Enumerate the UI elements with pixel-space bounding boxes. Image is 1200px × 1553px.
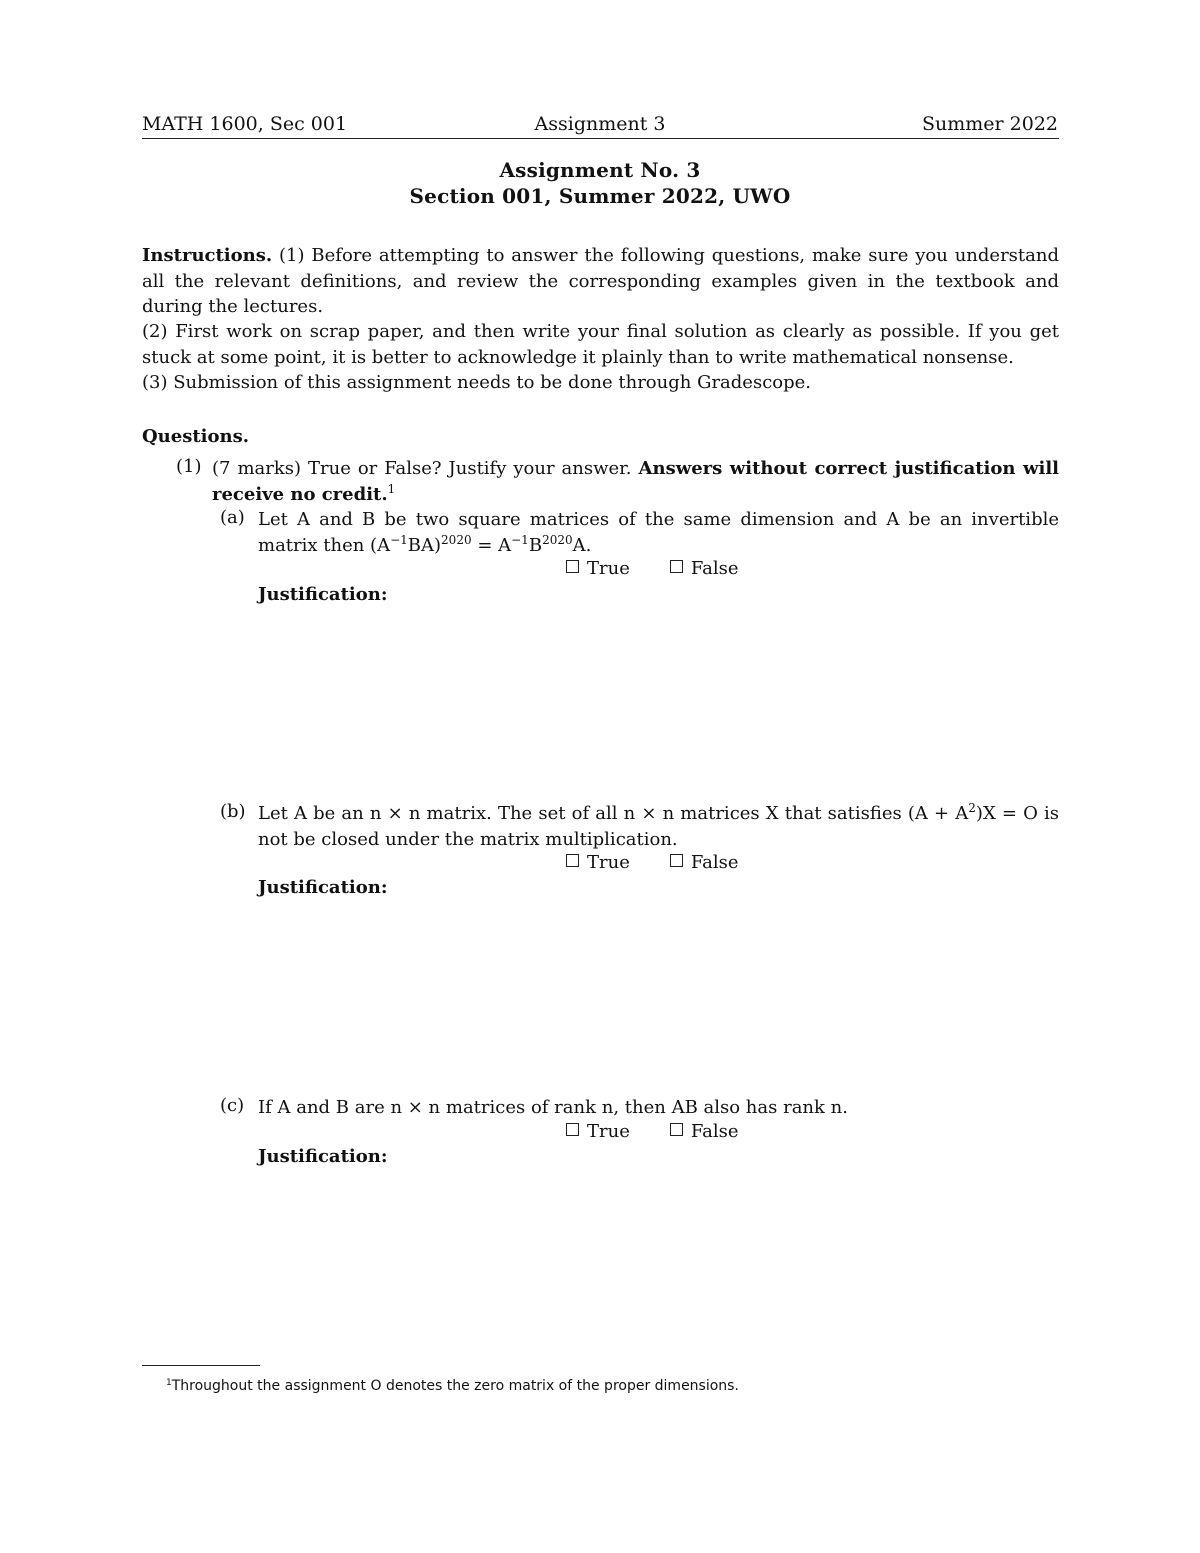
instructions-text-1: (1) Before attempting to answer the following questions, make sure you understand all the relevant definitions, and review the corresponding examples given in the textbook and during the lectures. (142, 245, 1059, 317)
header-rule (142, 138, 1059, 139)
part-a-sup-1: −1 (390, 532, 408, 547)
part-a-text-2: BA) (407, 534, 442, 556)
question-1-intro (212, 456, 1059, 507)
part-c-label: (c) (220, 1095, 245, 1116)
header-course: MATH 1600, Sec 001 (142, 113, 348, 135)
header-term: Summer 2022 (921, 113, 1058, 135)
part-a-text-4: B (528, 534, 543, 556)
questions-heading: Questions. (142, 426, 249, 447)
part-c-true-checkbox[interactable] (566, 1123, 579, 1136)
part-c-true-label: True (587, 1121, 630, 1142)
question-1-prompt: (7 marks) True or False? Justify your answer. (212, 458, 632, 479)
page-title: Assignment No. 3 (499, 158, 701, 182)
part-b-text (258, 801, 1059, 852)
part-a-false-checkbox[interactable] (670, 560, 683, 573)
part-a-sup-3: −1 (511, 532, 529, 547)
part-a-true-label: True (587, 558, 630, 579)
part-b-justification-label: Justification: (258, 877, 388, 898)
footnote (166, 1378, 739, 1394)
part-b-false-checkbox[interactable] (670, 854, 683, 867)
part-b-label: (b) (220, 801, 246, 822)
part-a-label: (a) (220, 507, 245, 528)
part-c-justification-label: Justification: (258, 1146, 388, 1167)
footnote-mark: 1 (166, 1378, 172, 1388)
question-1-note: Answers without correct justification will receive no credit. (212, 458, 1060, 505)
part-c-text: If A and B are n × n matrices of rank n, then AB also has rank n. (258, 1097, 848, 1118)
part-c-false-label: False (690, 1121, 739, 1142)
part-a-sup-2: 2020 (441, 532, 472, 547)
part-b-sup-1: 2 (968, 801, 976, 815)
part-a-text-3: = A (471, 534, 512, 556)
part-a-true-checkbox[interactable] (566, 560, 579, 573)
footnote-text: Throughout the assignment O denotes the zero matrix of the proper dimensions. (171, 1378, 739, 1394)
part-b-true-label: True (587, 852, 630, 873)
part-b-text-1: Let A be an n × n matrix. The set of all n × n matrices X that satisfies (A + A (258, 803, 969, 824)
part-b-false-label: False (690, 852, 739, 873)
part-a-false-label: False (690, 558, 739, 579)
part-a-sup-4: 2020 (542, 532, 573, 547)
instructions-label: Instructions. (142, 245, 273, 266)
page-subtitle: Section 001, Summer 2022, UWO (409, 184, 791, 208)
footnote-ref: 1 (387, 481, 396, 496)
instructions-item-3: (3) Submission of this assignment needs to be done through Gradescope. (142, 372, 812, 393)
part-b-text-2: )X = O is not be closed under the matrix multiplication. (258, 803, 1059, 850)
footnote-rule (142, 1365, 260, 1366)
instructions-item-2: (2) First work on scrap paper, and then write your final solution as clearly as possible. If you get stuck at some point, it is better to acknowledge it plainly than to write mathematical nonsense. (142, 321, 1059, 368)
question-1-number: (1) (176, 456, 202, 477)
part-a-text-1: Let A and B be two square matrices of the same dimension and A be an invertible matrix then (A (258, 509, 1059, 556)
header-assignment: Assignment 3 (534, 113, 666, 135)
part-a-true-false (566, 558, 739, 579)
instructions-item-1 (142, 243, 1059, 320)
part-c-true-false (566, 1121, 739, 1142)
part-a-text (258, 507, 1059, 558)
part-a-justification-label: Justification: (258, 584, 388, 605)
part-b-true-false (566, 852, 739, 873)
part-a-text-5: A. (572, 534, 592, 556)
part-b-true-checkbox[interactable] (566, 854, 579, 867)
part-c-false-checkbox[interactable] (670, 1123, 683, 1136)
